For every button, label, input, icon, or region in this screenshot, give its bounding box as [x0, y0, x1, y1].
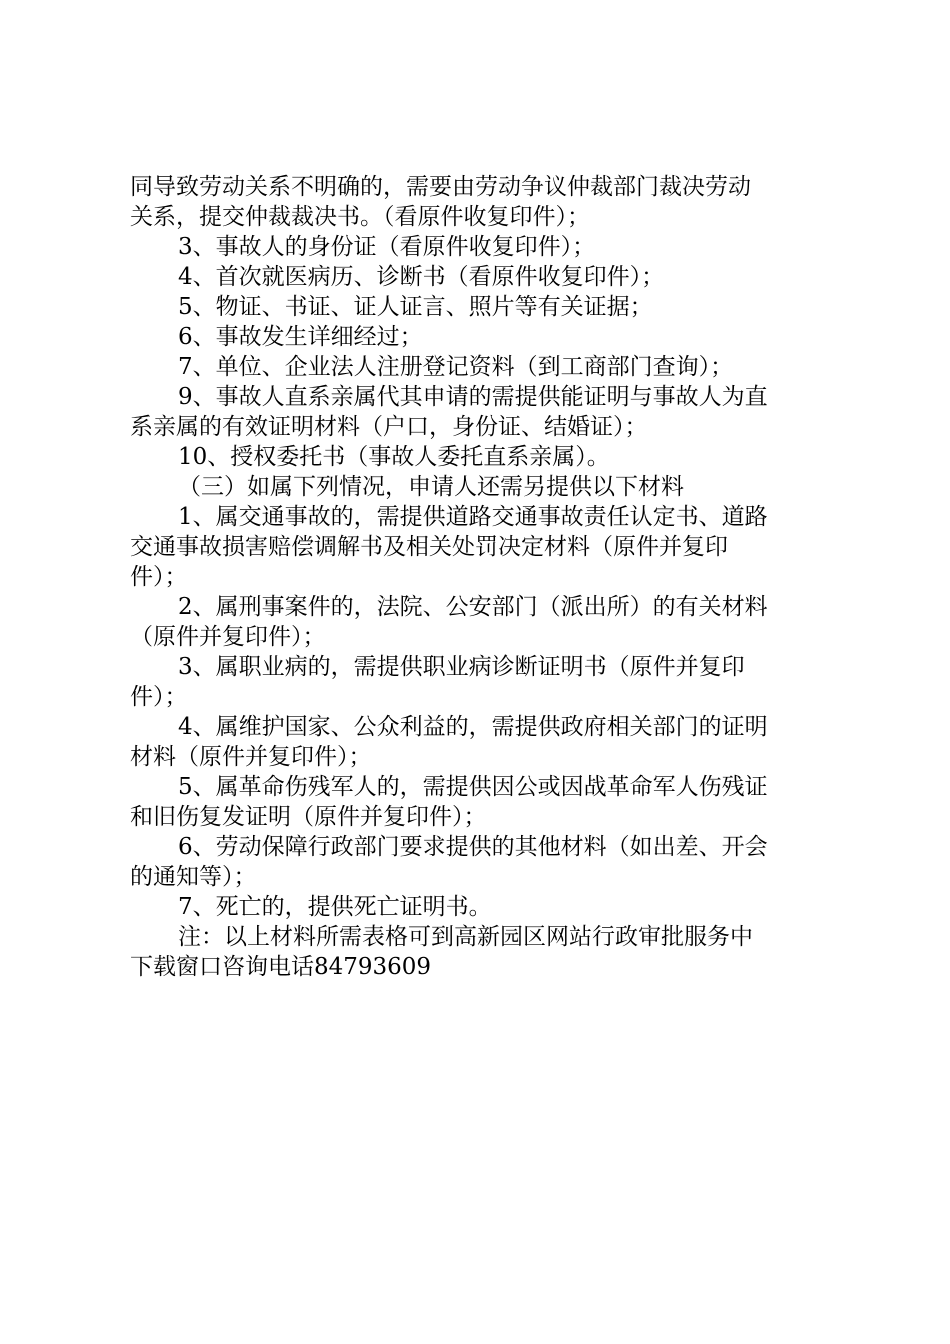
text-line: （原件并复印件）；: [130, 624, 326, 650]
text-line: 5、物证、书证、证人证言、照片等有关证据；: [178, 294, 653, 320]
text-line: 4、首次就医病历、诊断书（看原件收复印件）；: [178, 264, 665, 290]
paragraph: [130, 922, 830, 982]
paragraph: [130, 382, 830, 442]
text-line: 3、属职业病的，需提供职业病诊断证明书（原件并复印: [178, 654, 745, 680]
text-line: 4、属维护国家、公众利益的，需提供政府相关部门的证明: [178, 714, 768, 740]
text-line: 7、单位、企业法人注册登记资料（到工商部门查询）；: [178, 354, 734, 380]
paragraph: [130, 892, 830, 922]
text-line: 的通知等）；: [130, 864, 257, 890]
text-line: 件）；: [130, 564, 188, 590]
text-line: 和旧伤复发证明（原件并复印件）；: [130, 804, 487, 830]
text-line: 2、属刑事案件的，法院、公安部门（派出所）的有关材料: [178, 594, 768, 620]
paragraph: [130, 172, 830, 232]
text-line: 6、事故发生详细经过；: [178, 324, 423, 350]
document-body: [130, 172, 830, 982]
paragraph: [130, 292, 830, 322]
text-line: 交通事故损害赔偿调解书及相关处罚决定材料（原件并复印: [130, 534, 728, 560]
text-line: 6、劳动保障行政部门要求提供的其他材料（如出差、开会: [178, 834, 768, 860]
text-line: 同导致劳动关系不明确的，需要由劳动争议仲裁部门裁决劳动: [130, 174, 751, 200]
paragraph: [130, 502, 830, 592]
text-line: 下载窗口咨询电话84793609: [130, 954, 432, 980]
text-line: 7、死亡的，提供死亡证明书。: [178, 894, 492, 920]
text-line: 9、事故人直系亲属代其申请的需提供能证明与事故人为直: [178, 384, 768, 410]
paragraph: [130, 262, 830, 292]
paragraph: [130, 352, 830, 382]
text-line: 10、授权委托书（事故人委托直系亲属）。: [178, 444, 610, 470]
text-line: 系亲属的有效证明材料（户口，身份证、结婚证）；: [130, 414, 648, 440]
text-line: 注：以上材料所需表格可到高新园区网站行政审批服务中: [178, 924, 753, 950]
paragraph: [130, 652, 830, 712]
text-line: 5、属革命伤残军人的，需提供因公或因战革命军人伤残证: [178, 774, 768, 800]
text-line: （三）如属下列情况，申请人还需另提供以下材料: [178, 474, 684, 500]
paragraph: [130, 712, 830, 772]
paragraph: [130, 232, 830, 262]
text-line: 材料（原件并复印件）；: [130, 744, 372, 770]
paragraph: [130, 832, 830, 892]
paragraph: [130, 772, 830, 832]
paragraph: [130, 322, 830, 352]
text-line: 3、事故人的身份证（看原件收复印件）；: [178, 234, 596, 260]
text-line: 件）；: [130, 684, 188, 710]
paragraph: [130, 592, 830, 652]
text-line: 1、属交通事故的，需提供道路交通事故责任认定书、道路: [178, 504, 768, 530]
paragraph: [130, 442, 830, 472]
text-line: 关系，提交仲裁裁决书。（看原件收复印件）；: [130, 204, 590, 230]
paragraph: [130, 472, 830, 502]
